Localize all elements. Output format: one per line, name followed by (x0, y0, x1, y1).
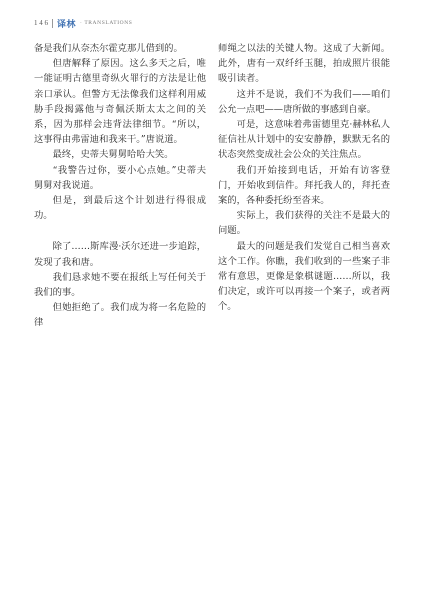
right-text-column (218, 41, 390, 315)
paragraph: “我警告过你，要小心点她。”史蒂夫舅舅对我说道。 (34, 164, 206, 191)
paragraph: 但是，到最后这个计划进行得很成功。 (34, 195, 206, 222)
header-divider (52, 19, 53, 28)
paragraph: 师绳之以法的关键人物。这成了大新闻。此外，唐有一双纤纤玉腿，拍成照片很能吸引读者。 (218, 43, 390, 85)
paragraph: 实际上，我们获得的关注不是最大的问题。 (218, 210, 390, 237)
paragraph: 但她拒绝了。我们成为将一名危险的律 (34, 302, 206, 329)
section-label: · TRANSLATIONS (80, 20, 133, 26)
left-text-column (34, 41, 206, 331)
magazine-logo: 译林 (57, 19, 77, 30)
paragraph: 可是，这意味着弗雷德里克·赫林私人征信社从计划中的安安静静，默默无名的状态突然变成社会公众的关注焦点。 (218, 119, 390, 161)
paragraph: 我们恳求她不要在报纸上写任何关于我们的事。 (34, 271, 206, 299)
section-break (34, 223, 206, 239)
paragraph: 但唐解释了原因。这么多天之后，唯一能证明古德里奇纵火罪行的方法是让他亲口承认。但警方无法像我们这样利用威胁手段揭露他与奇佩沃斯太太之间的关系，因为那样会违背法律细节。“所以，这事得由弗雷迪和我来干。”唐说道。 (34, 58, 206, 146)
page-number: 1 4 6 (34, 19, 48, 27)
paragraph: 这并不是说，我们不为我们——咱们公允一点吧——唐所做的事感到自豪。 (218, 88, 390, 115)
paragraph: 最终，史蒂夫舅舅哈哈大笑。 (52, 149, 174, 161)
paragraph: 备是我们从奈杰尔霍克那儿借到的。 (34, 43, 183, 54)
paragraph: 我们开始接到电话，开始有访客登门，开始收到信件。拜托我人的，拜托查案的，各种委托纷至沓来。 (218, 164, 390, 207)
page-header (34, 16, 132, 30)
paragraph: 除了……斯库漫·沃尔还进一步追踪，发现了我和唐。 (34, 241, 206, 268)
paragraph: 最大的问题是我们发觉自己相当喜欢这个工作。你瞧，我们收到的一些案子非常有意思，更像是象棋谜题……所以，我们决定，或许可以再接一个案子，或者两个。 (218, 240, 390, 313)
